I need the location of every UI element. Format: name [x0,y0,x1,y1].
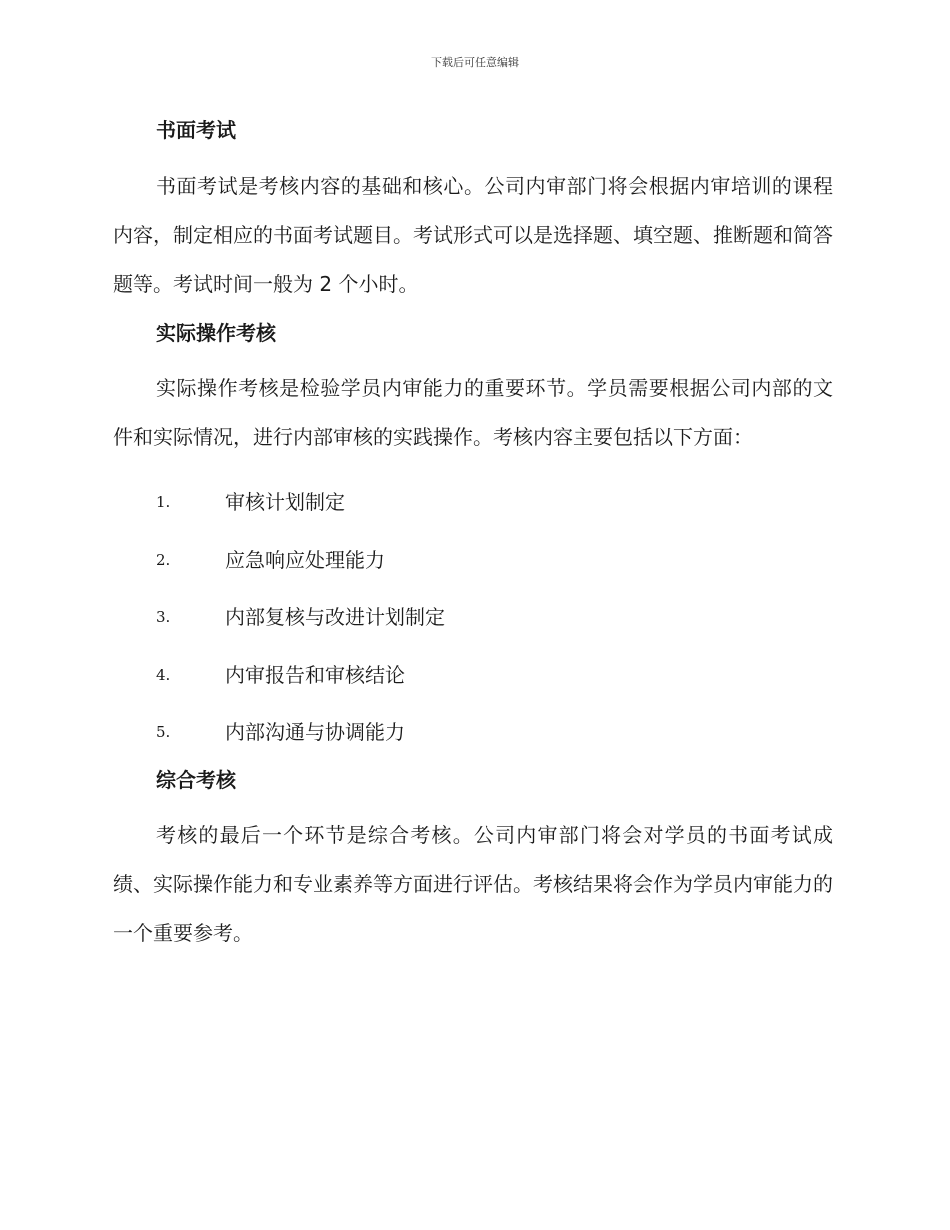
list-item-number: 5. [156,723,171,741]
list-item-text: 内部沟通与协调能力 [225,720,405,744]
section-heading-practical-assessment: 实际操作考核 [156,321,276,345]
section-paragraph-practical-assessment: 实际操作考核是检验学员内审能力的重要环节。学员需要根据公司内部的文件和实际情况，进行内部审核的实践操作。考核内容主要包括以下方面： [113,376,833,449]
section-paragraph-written-exam: 书面考试是考核内容的基础和核心。公司内审部门将会根据内审培训的课程内容，制定相应的书面考试题目。考试形式可以是选择题、填空题、推断题和简答题等。考试时间一般为 2 个小时。 [113,174,833,296]
list-item [113,704,833,762]
list-item-text: 应急响应处理能力 [225,547,385,572]
list-item-text: 内审报告和审核结论 [225,662,405,687]
assessment-items-list [113,474,833,762]
list-item-number: 3. [156,608,171,626]
list-item-number: 1. [156,493,171,511]
list-item [113,589,833,647]
list-item [113,532,833,590]
section-heading-written-exam: 书面考试 [156,118,236,142]
section-paragraph-comprehensive-assessment: 考核的最后一个环节是综合考核。公司内审部门将会对学员的书面考试成绩、实际操作能力和专业素养等方面进行评估。考核结果将会作为学员内审能力的一个重要参考。 [113,822,833,945]
section-heading-comprehensive-assessment: 综合考核 [156,767,236,792]
list-item [113,647,833,705]
list-item-text: 审核计划制定 [225,490,345,514]
document-body [113,110,833,958]
header-note: 下载后可任意编辑 [431,56,519,69]
list-item-number: 2. [156,550,171,569]
list-item [113,474,833,532]
list-item-text: 内部复核与改进计划制定 [225,605,445,629]
list-item-number: 4. [156,665,171,684]
